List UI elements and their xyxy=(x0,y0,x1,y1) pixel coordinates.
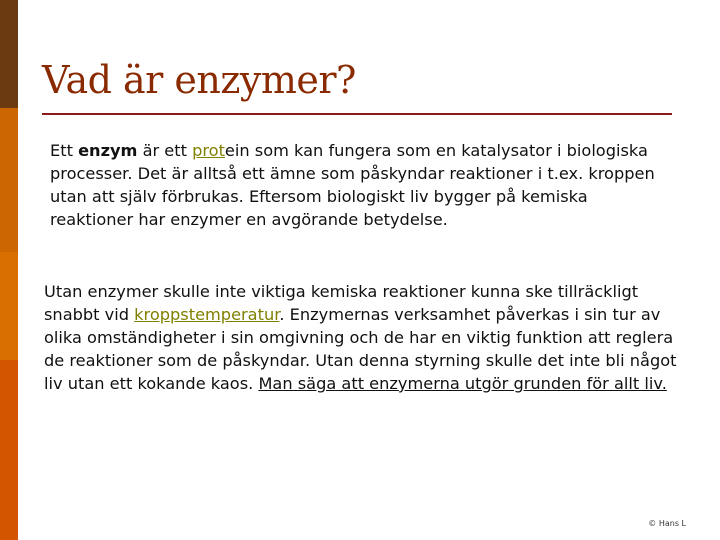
sidebar-block-top xyxy=(0,0,18,108)
paragraph-2-text-b: . Enzymernas verksamhet påverkas i sin tur av olika omständigheter i sin omgivning och de har en viktig funktion att reglera de reaktioner som de påskyndar. Utan denna styrning skulle det inte bli något liv utan ett kokande kaos. xyxy=(44,305,677,393)
paragraph-1-text-c: ein som kan fungera som en katalysator i biologiska processer. Det är alltså ett ämne som påskyndar reaktioner i t.ex. kroppen utan att själv förbrukas. Eftersom biologiskt liv bygger på kemiska reaktioner har enzymer en avgörande betydelse. xyxy=(50,141,655,229)
underlined-conclusion: Man säga att enzymerna utgör grunden för allt liv. xyxy=(258,374,667,393)
sidebar-block-bottom xyxy=(0,360,18,540)
protein-link[interactable]: prot xyxy=(192,141,225,160)
paragraph-1-text-b: är ett xyxy=(137,141,193,160)
slide-title: Vad är enzymer? xyxy=(42,58,356,102)
paragraph-importance xyxy=(44,280,694,395)
sidebar-block-lower-middle xyxy=(0,252,18,360)
paragraph-definition xyxy=(50,139,660,231)
term-enzym: enzym xyxy=(78,141,138,160)
copyright-footer: © Hans L xyxy=(648,519,686,528)
kroppstemperatur-link[interactable]: kroppstemperatur xyxy=(134,305,280,324)
title-underline-rule xyxy=(42,113,672,115)
paragraph-1-text-a: Ett xyxy=(50,141,79,160)
sidebar-block-upper-middle xyxy=(0,108,18,252)
paragraph-2-text-a: Utan enzymer skulle inte viktiga kemiska reaktioner kunna ske tillräckligt snabbt vid xyxy=(44,282,639,324)
